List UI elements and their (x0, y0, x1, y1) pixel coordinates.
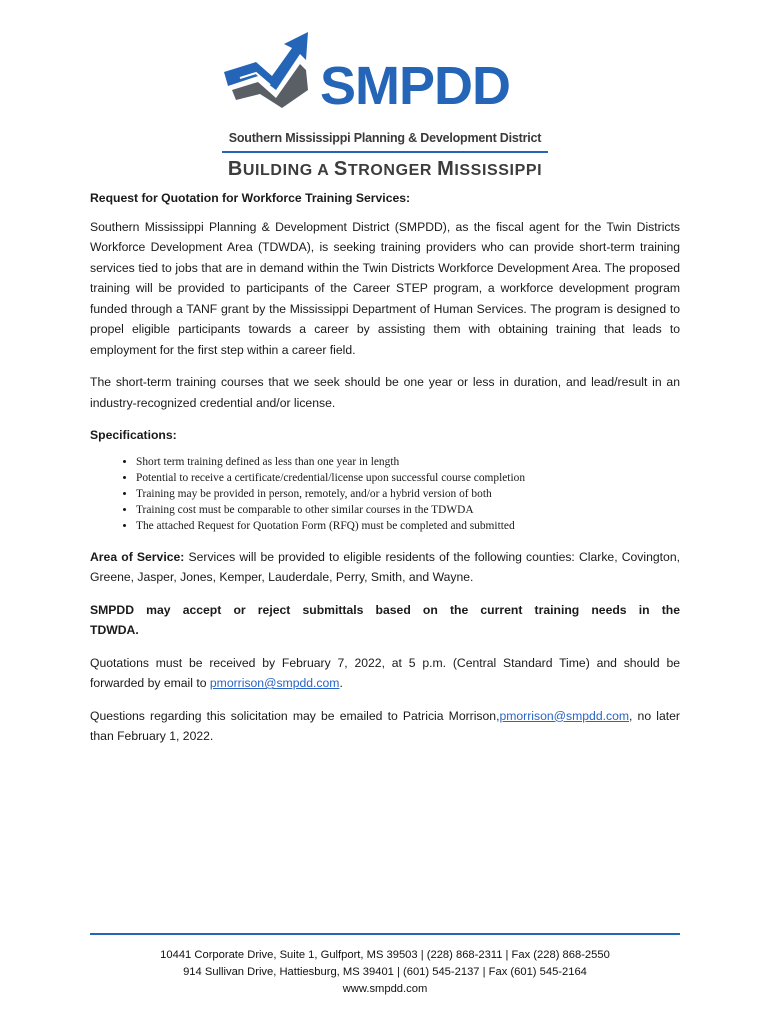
accept-reject-paragraph: SMPDD may accept or reject submittals based on the current training needs in the TDWDA. (90, 602, 680, 638)
footer-divider (90, 933, 680, 935)
quotations-paragraph (90, 653, 680, 694)
intro-paragraph: Southern Mississippi Planning & Development District (SMPDD), as the fiscal agent for the Twin Districts Workforce Development Area (TDWDA), is seeking training providers who can provide short-term training services tied to jobs that are in demand within the Twin Districts Workforce Development Area. The proposed training will be provided to participants of the Career STEP program, a workforce development program funded through a TANF grant by the Mississippi Department of Human Services. The program is designed to propel eligible participants towards a career by assisting them with obtaining training that leads to employment for the first step within a career field. (90, 219, 680, 357)
list-item: • Short term training defined as less than one year in length (136, 454, 680, 470)
document-body (90, 188, 680, 759)
rising-arrow-icon (220, 28, 330, 118)
tagline-word: ISSISSIPPI (454, 162, 543, 179)
specifications-heading: Specifications: (90, 428, 177, 442)
list-item: • Training may be provided in person, remotely, and/or a hybrid version of both (136, 486, 680, 502)
tagline (220, 158, 550, 181)
questions-text: Questions regarding this solicitation may be emailed to Patricia Morrison, (90, 708, 500, 723)
questions-paragraph (90, 706, 680, 747)
tagline-cap: S (333, 158, 348, 180)
tagline-word: TRONGER (347, 162, 438, 179)
questions-end: , no later than February 1, 2022. (90, 708, 680, 744)
area-of-service-paragraph (90, 547, 680, 588)
organization-name: Southern Mississippi Planning & Development District (228, 131, 542, 145)
footer-website: www.smpdd.com (342, 983, 428, 995)
list-item: • Potential to receive a certificate/credential/license upon successful course completion (136, 470, 680, 486)
tagline-cap: B (227, 158, 243, 180)
footer-address-gulfport: 10441 Corporate Drive, Suite 1, Gulfport, MS 39503 | (228) 868-2311 | Fax (228) 868-2550 (160, 949, 610, 961)
footer-address-hattiesburg: 914 Sullivan Drive, Hattiesburg, MS 39401 | (601) 545-2137 | Fax (601) 545-2164 (183, 966, 587, 978)
logo-divider (222, 151, 548, 153)
email-link[interactable]: pmorrison@smpdd.com (209, 676, 340, 691)
logo-wordmark: SMPDD (320, 56, 511, 116)
courses-paragraph: The short-term training courses that we seek should be one year or less in duration, and lead/result in an industry-recognized credential and/or license. (90, 375, 680, 410)
area-of-service-text: Services will be provided to eligible residents of the following counties: Clarke, Covington, Greene, Jasper, Jones, Kemper, Lauderdale, Perry, Smith, and Wayne. (90, 549, 680, 585)
area-of-service-label: Area of Service: (90, 549, 185, 564)
smpdd-logo (220, 28, 550, 180)
quotations-text: Quotations must be received by February 7, 2022, at 5 p.m. (Central Standard Time) and should be forwarded by email to (90, 655, 680, 691)
document-title: Request for Quotation for Workforce Training Services: (90, 191, 411, 205)
specifications-list (90, 454, 680, 535)
footer (90, 947, 680, 998)
list-item: • The attached Request for Quotation Form (RFQ) must be completed and submitted (136, 518, 680, 534)
tagline-word: UILDING A (242, 162, 334, 179)
list-item: • Training cost must be comparable to other similar courses in the TDWDA (136, 502, 680, 518)
email-link[interactable]: pmorrison@smpdd.com (499, 708, 630, 723)
tagline-cap: M (437, 158, 455, 180)
quotations-end: . (339, 676, 343, 691)
